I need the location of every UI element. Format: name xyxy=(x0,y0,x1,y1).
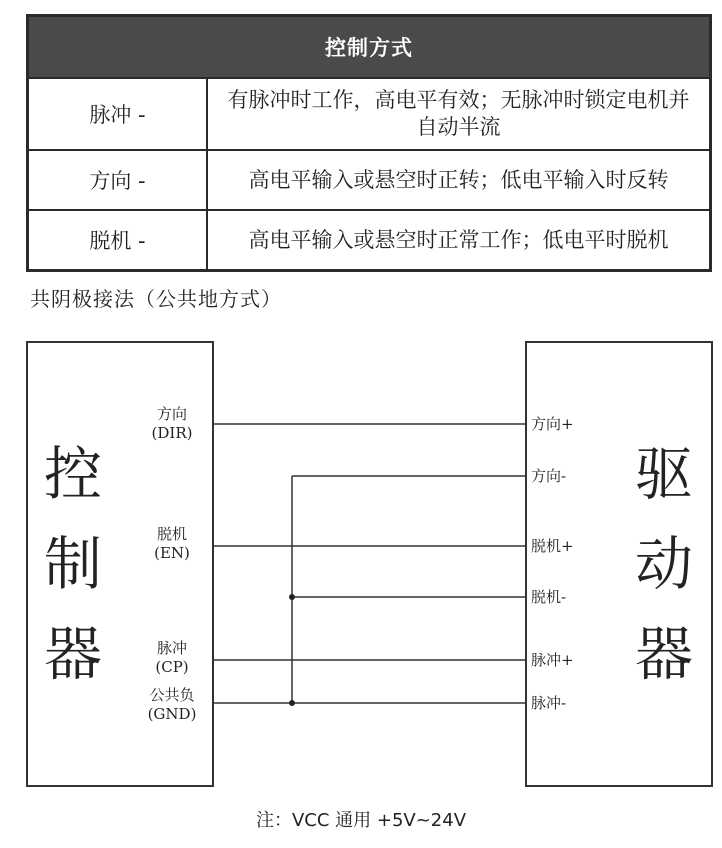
signal-gnd-code: (GND) xyxy=(147,705,197,723)
signal-gnd-label xyxy=(136,684,208,723)
junction-dot xyxy=(289,700,295,706)
footnote: 注：VCC 通用 +5V~24V xyxy=(255,810,467,831)
driver-char-2: 动 xyxy=(635,530,694,598)
junction-dot xyxy=(289,594,295,600)
terminal-cp-minus: 脉冲- xyxy=(531,694,567,712)
table-header: 控制方式 xyxy=(28,16,711,79)
signal-dir-code: (DIR) xyxy=(151,424,193,442)
driver-char-1: 驱 xyxy=(635,440,694,508)
section-title: 共阴极接法（公共地方式） xyxy=(30,287,282,311)
signal-cp-code: (CP) xyxy=(155,658,189,676)
terminal-en-minus: 脱机- xyxy=(531,588,567,606)
terminal-dir-minus: 方向- xyxy=(531,467,567,485)
signal-en-label xyxy=(140,523,204,562)
row-name-pulse: 脉冲 - xyxy=(28,78,208,150)
signal-gnd-name: 公共负 xyxy=(149,686,195,704)
row-desc-offline: 高电平输入或悬空时正常工作；低电平时脱机 xyxy=(207,210,711,271)
signal-en-name: 脱机 xyxy=(156,525,187,543)
controller-char-1: 控 xyxy=(44,440,103,508)
controller-char-2: 制 xyxy=(44,530,103,598)
signal-dir-label xyxy=(140,403,204,442)
signal-cp-name: 脉冲 xyxy=(156,639,187,657)
row-name-direction: 方向 - xyxy=(28,150,208,210)
signal-dir-name: 方向 xyxy=(156,405,187,423)
terminal-en-plus: 脱机+ xyxy=(531,537,574,555)
controller-char-3: 器 xyxy=(44,620,103,688)
row-name-offline: 脱机 - xyxy=(28,210,208,271)
driver-char-3: 器 xyxy=(635,620,694,688)
signal-en-code: (EN) xyxy=(154,544,190,562)
signal-cp-label xyxy=(140,637,204,676)
terminal-cp-plus: 脉冲+ xyxy=(531,651,574,669)
terminal-dir-plus: 方向+ xyxy=(531,415,574,433)
row-desc-direction: 高电平输入或悬空时正转；低电平输入时反转 xyxy=(207,150,711,210)
row-desc-pulse: 有脉冲时工作，高电平有效；无脉冲时锁定电机并自动半流 xyxy=(207,78,711,150)
